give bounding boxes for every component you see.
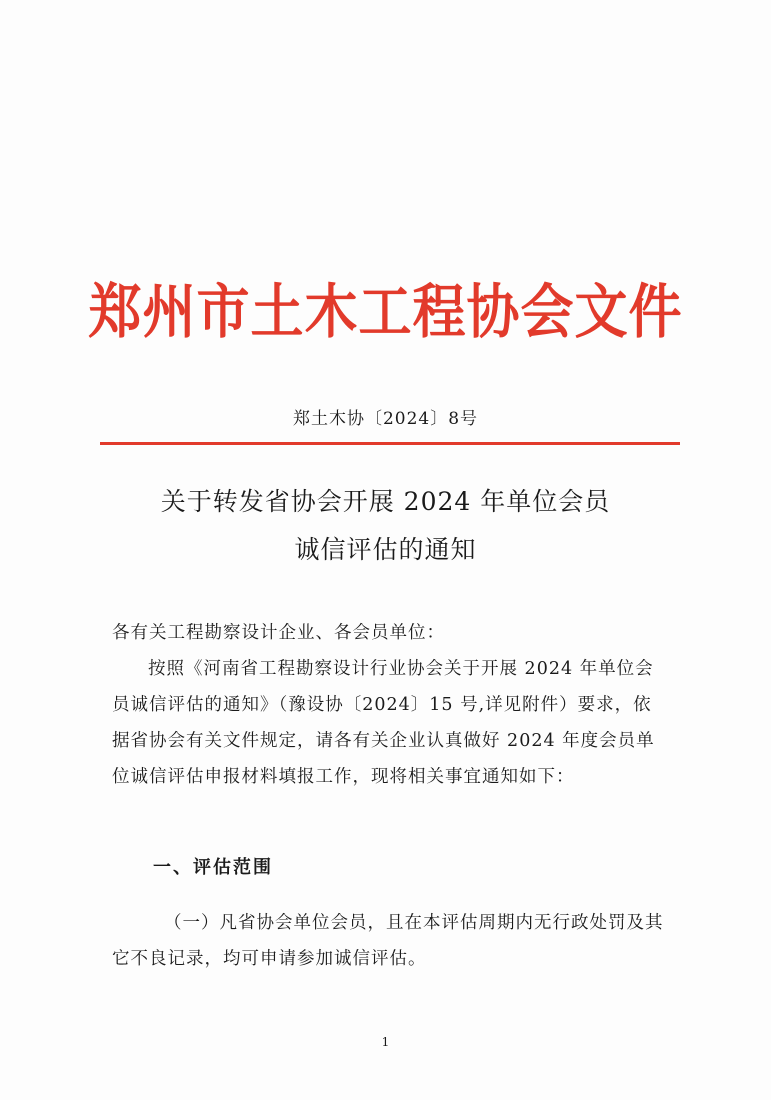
section-heading-evaluation-scope: 一、评估范围 [153,857,273,878]
document-title-line-1: 关于转发省协会开展 2024 年单位会员 [160,487,611,516]
red-divider-line [100,442,680,445]
page-number: 1 [381,1035,390,1049]
document-title-line-2: 诚信评估的通知 [294,535,477,564]
document-number: 郑土木协〔2024〕8号 [292,409,479,429]
organization-header-title: 郑州市土木工程协会文件 [88,277,683,347]
salutation: 各有关工程勘察设计企业、各会员单位： [112,623,445,643]
section-1-item-1: （一）凡省协会单位会员，且在本评估周期内无行政处罚及其它不良记录，均可申请参加诚信评估。 [112,913,664,969]
body-paragraph-1: 按照《河南省工程勘察设计行业协会关于开展 2024 年单位会员诚信评估的通知》（豫设协〔2024〕15 号,详见附件）要求，依据省协会有关文件规定，请各有关企业认真做好 2024 年度会员单位诚信评估申报材料填报工作，现将相关事宜通知如下： [112,659,655,787]
document-title [0,478,771,574]
